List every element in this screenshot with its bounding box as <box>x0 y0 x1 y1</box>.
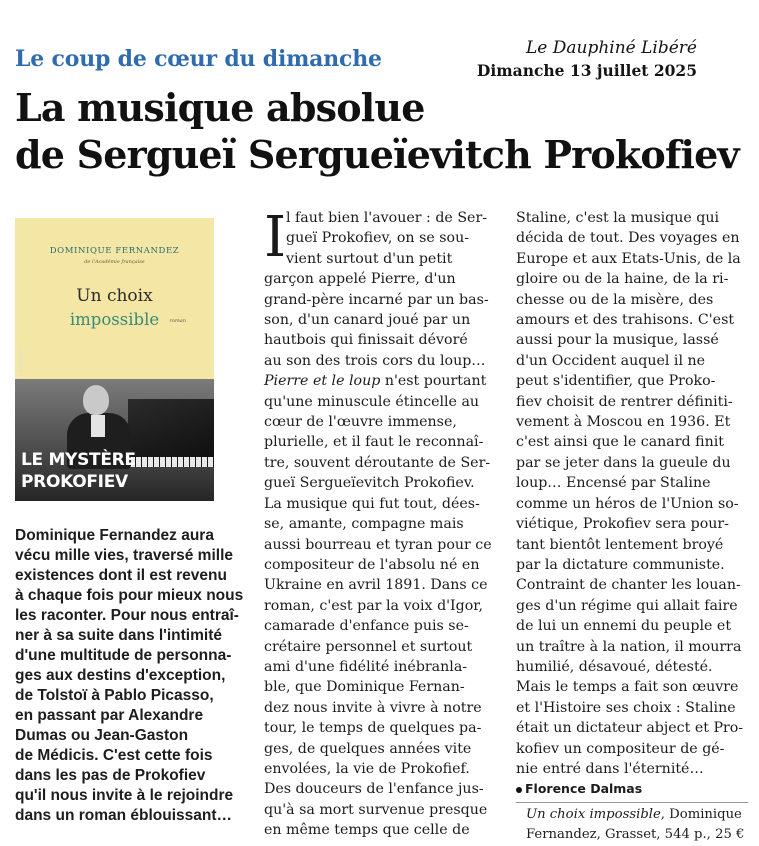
intro-line: les raconter. Pour nous entraî- <box>15 607 239 624</box>
article-line: Des douceurs de l'enfance jus- <box>264 781 484 798</box>
divider <box>516 802 748 803</box>
book-title: Un choix impossible <box>526 806 661 822</box>
article-line: Contraint de chanter les louan- <box>516 577 741 594</box>
article-line: garçon appelé Pierre, d'un <box>264 271 456 288</box>
article-line: kofiev un compositeur de gé- <box>516 740 725 757</box>
article-line: ble, que Dominique Fernan- <box>264 679 465 696</box>
article-line: Mais le temps a fait son œuvre <box>516 679 739 696</box>
article-line: gueï Sergueïevitch Prokofiev. <box>264 475 475 492</box>
article-line: d'un Occident auquel il ne <box>516 352 706 369</box>
article-line: en même temps que celle de <box>264 822 470 839</box>
intro-line: à chaque fois pour mieux nous <box>15 587 244 604</box>
article-line: gloire ou de la haine, de la ri- <box>516 271 729 288</box>
piano-shape <box>128 399 214 459</box>
article-line: tour, le temps de quelques pa- <box>264 720 482 737</box>
intro-line: de Médicis. C'est cette fois <box>15 747 213 764</box>
article-line: ami d'une fidélité inébranla- <box>264 658 468 675</box>
intro-line: ner à sa suite dans l'intimité <box>15 627 222 644</box>
article-line: compositeur de l'absolu né en <box>264 556 480 573</box>
article-line: amours et des trahisons. C'est <box>516 312 735 329</box>
cover-genre: roman <box>169 318 186 324</box>
intro-line: dans un roman éblouissant… <box>15 807 233 824</box>
headline-line: La musique absolue <box>15 85 425 130</box>
article-line: vient surtout d'un petit <box>286 250 453 267</box>
intro-line: d'une multitude de personna- <box>15 647 232 664</box>
article-line: aussi bourreau et tyran pour ce <box>264 536 492 553</box>
book-cover-image <box>15 218 214 501</box>
article-line: son, d'un canard joué par un <box>264 312 471 329</box>
article-line: ges d'un régime qui allait faire <box>516 597 738 614</box>
article-line: peut s'identifier, que Proko- <box>516 373 716 390</box>
article-line: camarade d'enfance puis se- <box>264 618 469 635</box>
article-line: cœur de l'œuvre immense, <box>264 414 457 431</box>
intro-line: Dumas ou Jean-Gaston <box>15 727 189 744</box>
article-line: était un dictateur abject et Pro- <box>516 720 744 737</box>
article-line: se, amante, compagne mais <box>264 516 464 533</box>
cover-academy: de l'Académie française <box>84 259 145 265</box>
newspaper-name: Le Dauphiné Libéré <box>525 38 697 58</box>
article-line: La musique qui fut tout, dées- <box>264 495 480 512</box>
headline <box>15 84 755 178</box>
masthead <box>477 38 697 80</box>
headline-line: de Sergueï Sergueïevitch Prokofiev <box>15 132 739 177</box>
article-line: envolées, la vie de Prokofief. <box>264 760 470 777</box>
article-line: roman, c'est par la voix d'Igor, <box>264 597 484 614</box>
article-line: qu'une minuscule étincelle au <box>264 393 480 410</box>
article-line: et l'Histoire ses choix : Staline <box>516 699 736 716</box>
article-line: crétaire personnel et surtout <box>264 638 473 655</box>
article-column-middle <box>264 205 496 841</box>
article-line: comme un héros de l'Union so- <box>516 495 739 512</box>
byline <box>516 779 748 799</box>
article-line: viétique, Prokofiev sera pour- <box>516 516 729 533</box>
article-line: hautbois qui finissait dévoré <box>264 332 468 349</box>
intro-line: Dominique Fernandez aura <box>15 527 214 544</box>
publication-date: Dimanche 13 juillet 2025 <box>476 61 697 80</box>
article-column-right <box>516 208 748 846</box>
article-line: humilié, désavoué, détesté. <box>516 658 713 675</box>
piano-keys <box>124 457 214 467</box>
book-reference-line: Fernandez, Grasset, 544 p., 25 € <box>526 827 745 843</box>
article-line: l faut bien l'avouer : de Ser- <box>286 210 488 226</box>
intro-line: qu'il nous invite à le rejoindre <box>15 787 234 804</box>
article-line: plurielle, et il faut le reconnaî- <box>264 434 484 451</box>
book-reference <box>516 805 748 825</box>
article-line: dez nous invite à vivre à notre <box>264 699 482 716</box>
drop-cap: I <box>264 205 287 270</box>
article-line-italic <box>264 371 496 391</box>
bullet-icon <box>516 787 522 793</box>
article-text: n'est pourtant <box>380 373 487 390</box>
article-line: grand-père incarné par un bas- <box>264 291 489 308</box>
intro-line: en passant par Alexandre <box>15 707 204 724</box>
cover-author: DOMINIQUE FERNANDEZ <box>49 246 180 256</box>
article-line: chesse ou de la misère, des <box>516 291 714 308</box>
figure-shirt <box>91 415 105 437</box>
article-line: gueï Prokofiev, on se sou- <box>286 230 470 247</box>
article-line: Europe et aux Etats-Unis, de la <box>516 250 741 267</box>
figure-head <box>83 385 109 415</box>
intro-paragraph <box>15 526 247 826</box>
work-title: Pierre et le loup <box>264 373 381 390</box>
article-line: décida de tout. Des voyages en <box>516 230 740 247</box>
byline-name: Florence Dalmas <box>525 781 643 797</box>
article-line: ges, de quelques années vite <box>264 740 472 757</box>
intro-line: vécu mille vies, traversé mille <box>15 547 233 564</box>
article-line: de lui un ennemi du peuple et <box>516 618 732 635</box>
cover-title-line2: impossible <box>69 310 160 329</box>
intro-line: ges aux destins d'exception, <box>15 667 226 684</box>
article-line: loup… Encensé par Staline <box>516 475 711 492</box>
cover-band-line2: PROKOFIEV <box>21 472 128 492</box>
article-line: au son des trois cors du loup… <box>264 352 486 369</box>
article-line: tre, souvent déroutante de Ser- <box>264 454 491 471</box>
article-line: par se jeter dans la gueule du <box>516 454 731 471</box>
intro-line: dans les pas de Prokofiev <box>15 767 206 784</box>
section-rubric: Le coup de cœur du dimanche <box>15 46 382 72</box>
article-line: c'est ainsi que le canard finit <box>516 434 724 451</box>
book-reference-text: , Dominique <box>660 806 742 822</box>
intro-line: existences dont il est revenu <box>15 567 227 584</box>
article-line: Staline, c'est la musique qui <box>516 210 720 226</box>
article-line: vement à Moscou en 1936. Et <box>516 414 731 431</box>
article-line: nie entré dans l'éternité… <box>516 760 704 777</box>
cover-publisher: GRASSET <box>19 345 25 378</box>
article-line: aussi pour la musique, lassé <box>516 332 719 349</box>
intro-line: de Tolstoï à Pablo Picasso, <box>15 687 214 704</box>
article-line: par la dictature communiste. <box>516 556 725 573</box>
cover-title-line1: Un choix <box>76 286 153 306</box>
article-line: fiev choisit de rentrer définiti- <box>516 393 733 410</box>
cover-band-line1: LE MYSTÈRE <box>21 450 136 470</box>
article-line: tant bientôt lentement broyé <box>516 536 724 553</box>
article-line: qu'à sa mort survenue presque <box>264 801 488 818</box>
article-line: Ukraine en avril 1891. Dans ce <box>264 577 488 594</box>
article-line: un traître à la nation, il mourra <box>516 638 742 655</box>
